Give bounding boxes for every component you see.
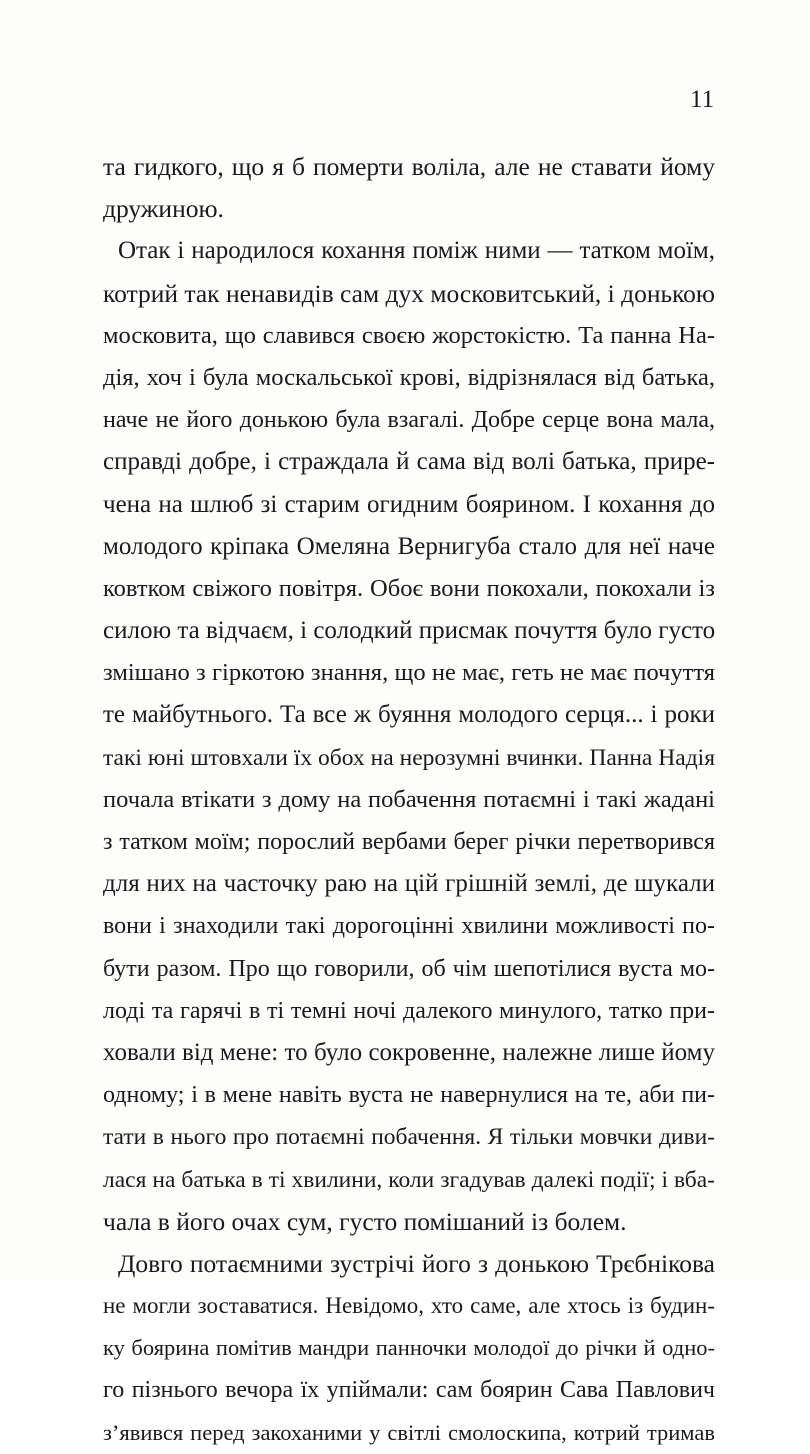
text-line: чала в його очах сум, густо помішаний із болем. <box>103 1206 627 1236</box>
text-line: почала втікати з дому на побачення потаємні і такі жадані <box>103 785 715 813</box>
body-text <box>103 146 715 1454</box>
page-number: 11 <box>690 86 715 113</box>
text-line: для них на часточку раю на цій грішній землі, де шукали <box>103 870 715 898</box>
text-line: силою та відчаєм, і солодкий присмак почуття було густо <box>103 617 716 645</box>
text-line: змішано з гіркотою знання, що не має, геть не має почуття <box>103 659 715 687</box>
text-line: котрий так ненавидів сам дух московитський, і донькою <box>103 278 715 308</box>
text-line: з’явився перед закоханими у світлі смолоскипа, котрий тримав <box>103 1419 715 1445</box>
text-line: не могли зоставатися. Невідомо, хто саме, але хтось із будин- <box>103 1293 715 1319</box>
text-line: справді добре, і страждала й сама від волі батька, прире- <box>103 448 715 476</box>
text-line: Довго потаємними зустрічі його з донькою Трєбнікова <box>118 1248 715 1278</box>
text-line: наче не його донькою була взагалі. Добре серце вона мала, <box>103 407 715 434</box>
text-line: такі юні штовхали їх обох на нерозумні вчинки. Панна Надія <box>103 744 715 771</box>
text-line: бути разом. Про що говорили, об чім шепотілися вуста мо- <box>103 955 715 982</box>
text-line: одному; і в мене навіть вуста не навернулися на те, аби пи- <box>103 1082 715 1109</box>
text-line: Отак і народилося кохання поміж ними — татком моїм, <box>118 237 715 265</box>
text-line: з татком моїм; порослий вербами берег річки перетворився <box>103 829 715 855</box>
text-line: та гидкого, що я б померти воліла, але не ставати йому <box>103 152 715 181</box>
text-line: чена на шлюб зі старим огидним боярином. І кохання до <box>103 490 715 518</box>
text-line: го пізнього вечора їх упіймали: сам боярин Сава Павлович <box>103 1377 715 1404</box>
text-line: ковтком свіжого повітря. Обоє вони покохали, покохали із <box>103 574 715 602</box>
text-line: ку боярина помітив мандри панночки молодої до річки й одно- <box>103 1335 715 1361</box>
text-line: дія, хоч і була москальської крові, відрізнялася від батька, <box>103 363 715 391</box>
text-line: вони і знаходили такі дорогоцінні хвилини можливості по- <box>103 913 715 940</box>
text-line: московита, що славився своєю жорстокістю. Та панна На- <box>103 321 715 349</box>
text-line: молодого кріпака Омеляна Вернигуба стало для неї наче <box>103 532 715 560</box>
text-line: дружиною. <box>103 194 224 224</box>
text-line: лася на батька в ті хвилини, коли згадував далекі події; і вба- <box>103 1166 715 1193</box>
text-line: лоді та гарячі в ті темні ночі далекого минулого, татко при- <box>103 997 715 1024</box>
text-line: те майбутнього. Та все ж буяння молодого серця... і роки <box>103 701 715 729</box>
text-line: тати в нього про потаємні побачення. Я тільки мовчки диви- <box>103 1124 715 1151</box>
text-line: ховали від мене: то було сокровенне, належне лише йому <box>103 1038 715 1066</box>
